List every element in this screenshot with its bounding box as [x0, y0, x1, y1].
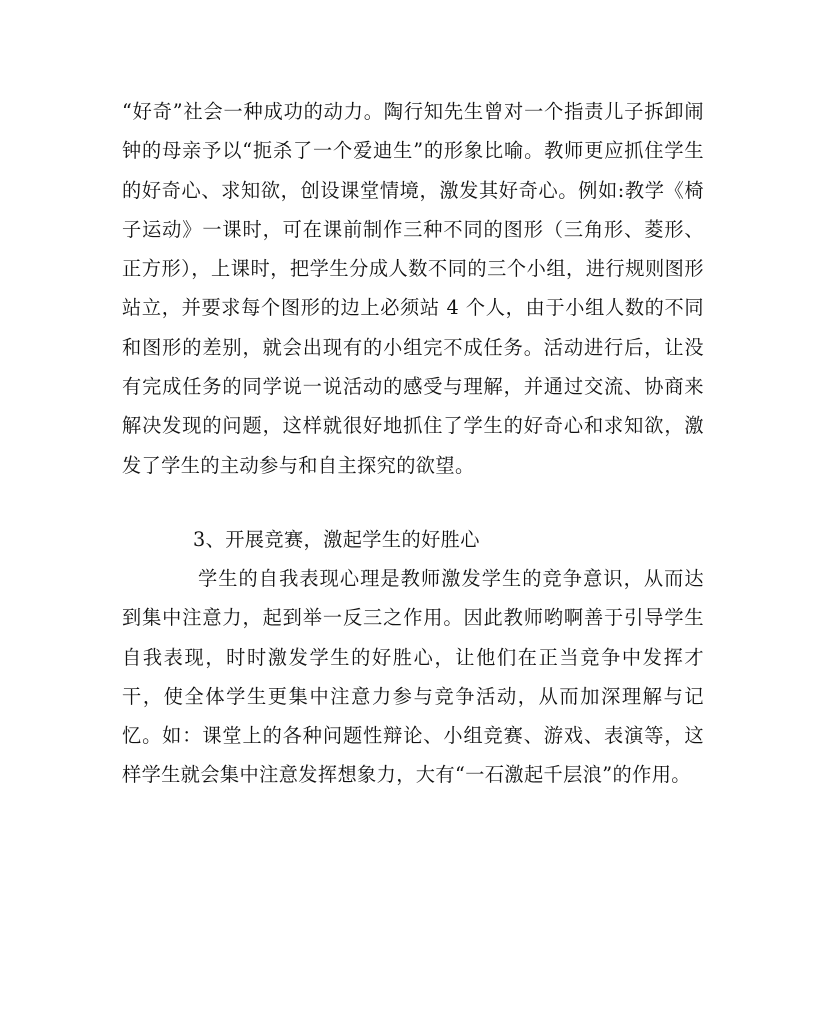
body-paragraph-competition: 学生的自我表现心理是教师激发学生的竞争意识，从而达到集中注意力，起到举一反三之作用。因此教师哟啊善于引导学生自我表现，时时激发学生的好胜心，让他们在正当竞争中发挥才干，使全体学生更集中注意力参与竞争活动，从而加深理解与记忆。如：课堂上的各种问题性辩论、小组竞赛、游戏、表演等，这样学生就会集中注意发挥想象力，大有“一石激起千层浪”的作用。 — [122, 567, 704, 787]
body-paragraph-curiosity: “好奇”社会一种成功的动力。陶行知先生曾对一个指责儿子拆卸闹钟的母亲予以“扼杀了一个爱迪生”的形象比喻。教师更应抓住学生的好奇心、求知欲，创设课堂情境，激发其好奇心。例如:教学《椅子运动》一课时，可在课前制作三种不同的图形（三角形、菱形、正方形），上课时，把学生分成人数不同的三个小组，进行规则图形站立，并要求每个图形的边上必须站 4 个人，由于小组人数的不同和图形的差别，就会出现有的小组完不成任务。活动进行后，让没有完成任务的同学说一说活动的感受与理解，并通过交流、协商来解决发现的问题，这样就很好地抓住了学生的好奇心和求知欲，激发了学生的主动参与和自主探究的欲望。 — [122, 100, 704, 477]
section-heading-competition: 3、开展竞赛，激起学生的好胜心 — [193, 528, 480, 551]
